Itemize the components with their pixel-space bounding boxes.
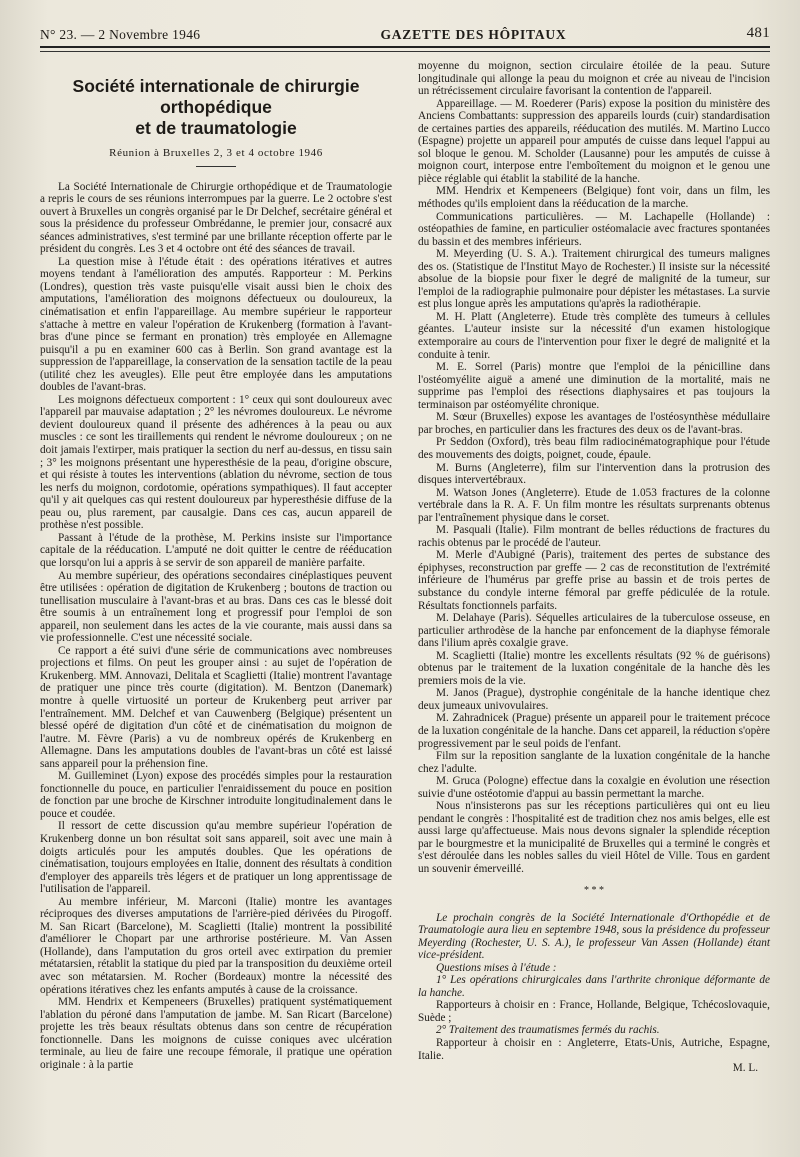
paragraph: M. Janos (Prague), dystrophie congénitale de la hanche identique chez deux jumeaux univovulaires. xyxy=(418,687,770,712)
article-title-line2: et de traumatologie xyxy=(135,118,297,138)
paragraph: Questions mises à l'étude : xyxy=(436,961,557,974)
paragraph: M. Watson Jones (Angleterre). Etude de 1.053 fractures de la colonne vertébrale dans la R. A. F. Un film montre les résultats surprenants obtenus par l'entraînement physique dans le corset. xyxy=(418,486,770,524)
paragraph: Les moignons défectueux comportent : 1° ceux qui sont douloureux avec l'appareil par mauvaise adaptation ; 2° les névromes douloureux. Le névrome devient douloureux quand il présente des adhérences à la peau ou aux muscles : ce sont les tiraillements qui rendent le névrome douloureux ; on ne doit jamais l'extirper, mais pratiquer la section du nerf au-dessus, en tissu sain ; 3° les moignons présentant une hyperesthésie de la peau, d'origine obscure, et qui résiste à toutes les interventions (ablation du névrome, section de tous les nerfs du moignon, cordotomie, opérations sympathiques). Il faut accepter qu'il y ait quelques cas qui restent douloureux par hyperesthésie diffuse de la peau ou, plus rarement, par causalgie. Dans ces cas, aucun appareil de prothèse n'est possible. xyxy=(40,393,392,532)
paragraph: M. Gruca (Pologne) effectue dans la coxalgie en évolution une résection suivie d'une ostéotomie d'appui au bassin permettant la marche. xyxy=(418,775,770,800)
paragraph: M. Zahradnicek (Prague) présente un appareil pour le traitement précoce de la luxation congénitale de la hanche. Dans cet appareil, la réduction s'opère progressivement par le seul poids de l'enfant. xyxy=(418,712,770,750)
paragraph: Ce rapport a été suivi d'une série de communications avec nombreuses projections et films. On peut les grouper ainsi : au sujet de l'opération de Krukenberg. MM. Annovazi, Delitala et Scaglietti (Italie) montrent l'avantage de pratiquer une pince très courte (digitation). M. Bentzon (Danemark) montre à quelle virtuosité un porteur de Krukenberg peut arriver par l'entraînement. MM. Delchef et van Cauwenberg (Belgique) présentent un blessé opéré de digitation d'un côté et de cinématisation du moignon de l'autre. M. Fèvre (Paris) a vu de nombreux opérés de Krukenberg en Allemagne. Dans les amputations doubles de l'avant-bras un côté est laissé sans appareil pour la préhension fine. xyxy=(40,644,392,770)
paragraph: 1° Les opérations chirurgicales dans l'arthrite chronique déformante de la hanche. xyxy=(418,974,770,999)
journal-title: GAZETTE DES HÔPITAUX xyxy=(380,26,567,42)
paragraph: M. Scaglietti (Italie) montre les excellents résultats (92 % de guérisons) obtenus par le traitement de la luxation congénitale de la hanche dès les premiers mois de la vie. xyxy=(418,649,770,687)
meeting-subtitle: Réunion à Bruxelles 2, 3 et 4 octobre 1946 xyxy=(109,147,323,159)
paragraph: 2° Traitement des traumatismes fermés du rachis. xyxy=(436,1024,660,1037)
paragraph: Passant à l'étude de la prothèse, M. Perkins insiste sur l'importance capitale de la rééducation. L'amputé ne doit quitter le centre de rééducation que lorsqu'on lui a appris à se servir de son appareil de manière parfaite. xyxy=(40,531,392,569)
paragraph: Rapporteurs à choisir en : France, Hollande, Belgique, Tchécoslovaquie, Suède ; xyxy=(418,999,770,1024)
paragraph: Communications particulières. — M. Lachapelle (Hollande) : ostéopathies de famine, en particulier ostéomalacie avec fractures spontanées du bassin et des membres inférieurs. xyxy=(418,210,770,248)
paragraph: Au membre supérieur, des opérations secondaires cinéplastiques peuvent être utilisées : opération de digitation de Krukenberg ; boutons de traction ou tunellisation musculaire à l'avant-bras et au bras. Dans ces cas le blessé doit être soumis à un entraînement long et progressif pour l'emploi de son appareil, non seulement dans les actes de la vie courante, mais aussi dans sa vie professionnelle. C'est une nécessité sociale. xyxy=(40,569,392,645)
paragraph: M. H. Platt (Angleterre). Etude très complète des tumeurs à cellules géantes. L'auteur insiste sur la nécessité d'un examen histologique extemporaire au cours de l'intervention pour fixer le degré de malignité et la conduite à tenir. xyxy=(418,310,770,361)
paragraph: Film sur la reposition sanglante de la luxation congénitale de la hanche chez l'adulte. xyxy=(418,750,770,775)
paragraph: Au membre inférieur, M. Marconi (Italie) montre les avantages réciproques des diverses amputations de l'arrière-pied dérivées du Pirogoff. M. San Ricart (Barcelone), M. Scaglietti (Italie) montrent la possibilité d'améliorer le Chopart par une arthrorise postérieure. M. Van Assen (Hollande), dans l'amputation du gros orteil avec extirpation du premier métatarsien, rétablit la statique du pied par la transposition du deuxième orteil avec son métatarsien. M. Rocher (Bordeaux) montre la nécessité des opérations itératives chez les enfants amputés à cause de la croissance. xyxy=(40,895,392,996)
paragraph: MM. Hendrix et Kempeneers (Belgique) font voir, dans un film, les méthodes qu'ils emploient dans la rééducation de la marche. xyxy=(418,185,770,211)
section-separator: * * * xyxy=(584,884,604,896)
paragraph: Il ressort de cette discussion qu'au membre supérieur l'opération de Krukenberg donne un bon résultat soit sans appareil, soit avec une main à doigts articulés pour les amputés doubles. Que les opérations de cinématisation, toujours employées en Italie, donnent des résultats à condition d'employer des appareils très légers et de pratiquer un long apprentissage de l'utilisation de l'appareil. xyxy=(40,820,392,896)
paragraph: La question mise à l'étude était : des opérations itératives et autres moyens tendant à l'amélioration des amputés. Rapporteur : M. Perkins (Londres), question très vaste puisqu'elle visait aussi bien le choix des amputations, l'amélioration des moignons défectueux ou douloureux, la cinématisation et enfin l'appareillage. Au membre supérieur le rapporteur s'attache à mettre en valeur l'opération de Krukenberg (formation à l'avant-bras d'une pince se fermant en pronation) très employée en Allemagne puisqu'il a pu en examiner 600 cas à Berlin. Son grand avantage est la suppression de l'appareillage, la conservation de la sensation tactile de la peau (utilité chez les aveugles). Elle peut être employée dans les amputations doubles de l'avant-bras. xyxy=(40,255,392,394)
paragraph: moyenne du moignon, section circulaire étoilée de la peau. Suture longitudinale qui allonge la peau du moignon et crée au niveau de l'incision un rétrécissement circulaire favorisant la contention de l'appareil. xyxy=(418,60,770,98)
paragraph: M. Meyerding (U. S. A.). Traitement chirurgical des tumeurs malignes des os. (Statistique de l'Institut Mayo de Rochester.) Il insiste sur la nécessité absolue de la biopsie pour fixer le degré de malignité de la tumeur, sur l'emploi de la radiographie pulmonaire pour dépister les métastases. La survie est plus longue après les amputations qu'après la radiothérapie. xyxy=(418,248,770,311)
author-signature: M. L. xyxy=(732,1062,758,1075)
paragraph: M. Sœur (Bruxelles) expose les avantages de l'ostéosynthèse médullaire par broches, en particulier dans les fractures des deux os de l'avant-bras. xyxy=(418,411,770,436)
paragraph: Rapporteur à choisir en : Angleterre, Etats-Unis, Autriche, Espagne, Italie. xyxy=(418,1037,770,1062)
paragraph: M. Guilleminet (Lyon) expose des procédés simples pour la restauration fonctionnelle du pouce, en particulier l'enraidissement du pouce en position de fonction par une broche de Kirschner introduite longitudinalement dans le pouce et coudée. xyxy=(40,770,392,820)
paragraph: M. Delahaye (Paris). Séquelles articulaires de la tuberculose osseuse, en particulier arthrodèse de la hanche par enfoncement de la diaphyse fémorale dans l'ilium après coxalgie grave. xyxy=(418,612,770,650)
header-rule-thin xyxy=(40,51,770,52)
paragraph: Appareillage. — M. Roederer (Paris) expose la position du ministère des Anciens Combattants: suppression des appareils lourds (cuir) standardisation de certaines parties des appareils, rééducation des mutilés. M. Martino Lucco (Espagne) projette un appareil pour amputés de cuisse dans lequel l'appui au sol bloque le genou. M. Scholder (Lausanne) pour les amputés de cuisse à moignon court, interpose entre l'emboîtement du moignon et le genou une pièce réglable qui établit la stabilité de la hanche. xyxy=(418,97,770,185)
title-divider xyxy=(196,166,236,167)
left-column xyxy=(40,60,392,1075)
article-title-line1: Société internationale de chirurgie orthopédique xyxy=(72,76,360,117)
paragraph: M. Pasquali (Italie). Film montrant de belles réductions de fractures du rachis obtenus par le procédé de l'auteur. xyxy=(418,524,770,549)
header-rule xyxy=(40,46,770,48)
page-number: 481 xyxy=(746,25,770,41)
paragraph: La Société Internationale de Chirurgie orthopédique et de Traumatologie a repris le cours de ses réunions interrompues par la guerre. Le 2 octobre s'est ouvert à Bruxelles un congrès organisé par le Dr Delchef, secrétaire général et sous la présidence du professeur Ombrédanne, le premier jour, consacré aux séances administratives, s'est terminé par une brillante réception offerte par le président du congrès. Les 3 et 4 octobre ont été des séances de travail. xyxy=(40,180,392,256)
paragraph: Le prochain congrès de la Société Internationale d'Orthopédie et de Traumatologie aura lieu en septembre 1948, sous la présidence du professeur Meyerding (Rochester, U. S. A.), le professeur Van Assen (Hollande) étant vice-président. xyxy=(418,911,770,962)
running-header xyxy=(40,26,770,44)
paragraph: M. Merle d'Aubigné (Paris), traitement des pertes de substance des épiphyses, reconstruction par greffe — 2 cas de reconstitution de l'extrémité inférieure de l'humérus par greffe prise au bassin et de trois pertes de substance du condyle interne fémoral par greffe pédiculée de la rotule. Résultats fonctionnels parfaits. xyxy=(418,549,770,612)
paragraph: Nous n'insisterons pas sur les réceptions particulières qui ont eu lieu pendant le congrès : l'hospitalité est de tradition chez nos amis belges, elle est aussi large qu'affectueuse. Mais nous devons signaler la splendide réception par le bourgmestre et la municipalité de Bruxelles qui a terminé le congrès et s'est déroulée dans les nobles salles du vieil Hôtel de Ville. Tous en gardent un souvenir émerveillé. xyxy=(418,800,770,875)
right-column xyxy=(418,60,770,1075)
paragraph: MM. Hendrix et Kempeneers (Bruxelles) pratiquent systématiquement l'ablation du péroné dans l'amputation de jambe. M. San Ricart (Barcelone) projette les très beaux résultats obtenus dans son centre de récupération fonctionnelle. Dans les moignons de cuisse coniques avec ulcération terminale, au lieu de faire une recoupe fémorale, il pratique une opération originale : à la partie xyxy=(40,996,392,1071)
paragraph: M. E. Sorrel (Paris) montre que l'emploi de la pénicilline dans l'ostéomyélite aiguë a amené une diminution de la mortalité, mais ne supprime pas l'emploi des résections diaphysaires et pas toujours la terminaison par ostéomyélite chronique. xyxy=(418,361,770,411)
paragraph: Pr Seddon (Oxford), très beau film radiocinématographique pour l'étude des mouvements des doigts, poignet, coude, épaule. xyxy=(418,436,770,461)
text-columns xyxy=(40,60,770,1075)
issue-number: N° 23. — 2 Novembre 1946 xyxy=(40,26,201,42)
paragraph: M. Burns (Angleterre), film sur l'intervention dans la protrusion des disques intervertébraux. xyxy=(418,461,770,487)
article-title xyxy=(40,76,392,139)
